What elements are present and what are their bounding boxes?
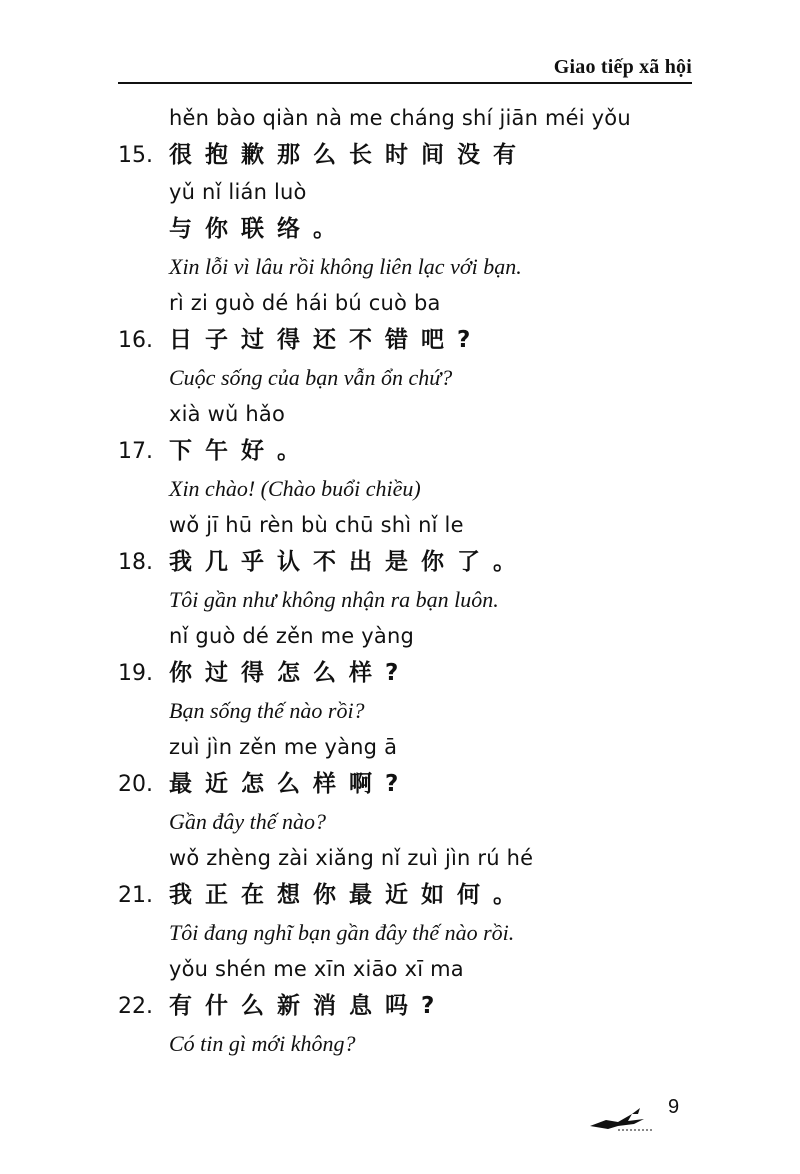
hanzi-line <box>0 544 800 581</box>
pinyin-line: rì zi guò dé hái bú cuò ba <box>169 291 441 315</box>
hanzi-text: 日子过得还不错吧? <box>169 327 484 353</box>
entry-number: 15. <box>118 143 153 168</box>
bird-ornament-icon <box>588 1104 658 1134</box>
header-rule <box>118 82 692 84</box>
hanzi-line <box>0 988 800 1025</box>
vietnamese-translation: Có tin gì mới không? <box>169 1031 356 1056</box>
running-head-title: Giao tiếp xã hội <box>553 56 692 78</box>
entry-number: 22. <box>118 994 153 1019</box>
vietnamese-translation: Tôi gần như không nhận ra bạn luôn. <box>169 587 499 612</box>
hanzi-text: 下午好。 <box>169 438 313 464</box>
pinyin-line: zuì jìn zěn me yàng ā <box>169 735 398 759</box>
hanzi-line <box>0 137 800 174</box>
vietnamese-translation: Cuộc sống của bạn vẫn ổn chứ? <box>169 365 453 390</box>
hanzi-line <box>0 877 800 914</box>
page-number: 9 <box>668 1096 680 1118</box>
vietnamese-translation: Xin chào! (Chào buổi chiều) <box>169 476 421 501</box>
hanzi-line <box>0 655 800 692</box>
entry-number: 16. <box>118 328 153 353</box>
entry-number: 19. <box>118 661 153 686</box>
hanzi-text: 你过得怎么样? <box>169 660 412 686</box>
phrase-list <box>0 100 800 1062</box>
entry-number: 17. <box>118 439 153 464</box>
entry-number: 18. <box>118 550 153 575</box>
pinyin-line: hěn bào qiàn nà me cháng shí jiān méi yǒu <box>169 106 631 130</box>
pinyin-line: xià wǔ hǎo <box>169 402 285 426</box>
vietnamese-translation: Tôi đang nghĩ bạn gần đây thế nào rồi. <box>169 920 515 945</box>
hanzi-text: 我几乎认不出是你了。 <box>169 549 529 575</box>
vietnamese-translation: Xin lỗi vì lâu rồi không liên lạc với bạn. <box>169 254 522 279</box>
hanzi-line <box>0 322 800 359</box>
hanzi-line <box>0 766 800 803</box>
hanzi-line: 与你联络。 <box>169 216 349 242</box>
entry-number: 21. <box>118 883 153 908</box>
hanzi-line <box>0 433 800 470</box>
hanzi-text: 有什么新消息吗? <box>169 993 448 1019</box>
pinyin-line: wǒ jī hū rèn bù chū shì nǐ le <box>169 513 464 537</box>
hanzi-text: 我正在想你最近如何。 <box>169 882 529 908</box>
pinyin-line: wǒ zhèng zài xiǎng nǐ zuì jìn rú hé <box>169 846 534 870</box>
entry-number: 20. <box>118 772 153 797</box>
pinyin-line: yǔ nǐ lián luò <box>169 180 307 204</box>
hanzi-text: 很抱歉那么长时间没有 <box>169 142 529 168</box>
vietnamese-translation: Gần đây thế nào? <box>169 809 327 834</box>
pinyin-line: nǐ guò dé zěn me yàng <box>169 624 415 648</box>
hanzi-text: 最近怎么样啊? <box>169 771 412 797</box>
vietnamese-translation: Bạn sống thế nào rồi? <box>169 698 365 723</box>
pinyin-line: yǒu shén me xīn xiāo xī ma <box>169 957 464 981</box>
